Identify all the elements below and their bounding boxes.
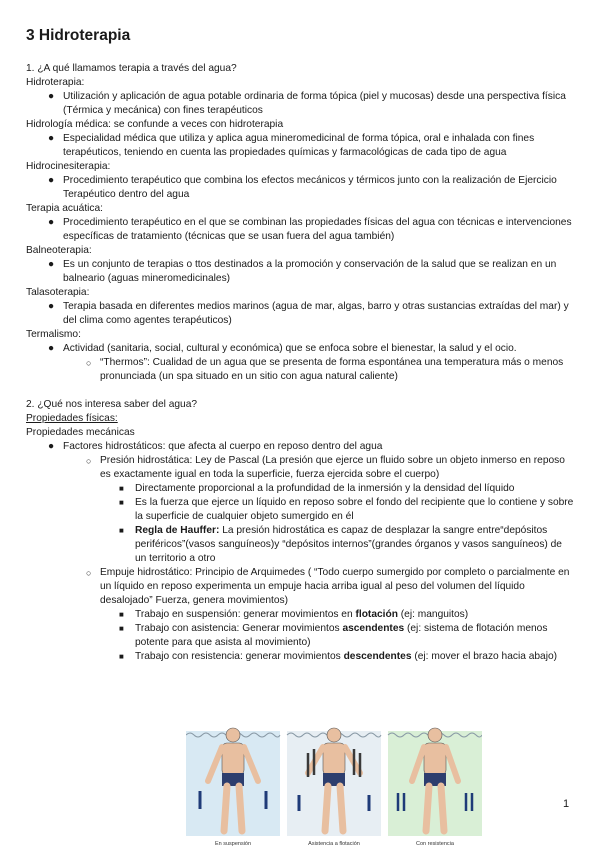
list-item: ● Procedimiento terapéutico que combina los efectos mecánicos y térmicos junto con la realización de Ejercicio Terapéutico dentro del agua	[48, 175, 557, 200]
list-item: ● Terapia basada en diferentes medios marinos (agua de mar, algas, barro y otras sustancias extraídas del mar) y del clima como agentes terapéuticos)	[48, 301, 569, 326]
question-1: 1. ¿A qué llamamos terapia a través del agua?	[26, 63, 237, 74]
term-termalismo: Termalismo:	[26, 329, 81, 340]
panel-resistance	[388, 728, 482, 836]
document-body	[26, 62, 574, 664]
term-hidrocinesiterapia: Hidrocinesiterapia:	[26, 161, 111, 172]
term-terapia-acuatica: Terapia acuática:	[26, 203, 104, 214]
list-item: ■ Trabajo con asistencia: Generar movimientos ascendentes (ej: sistema de flotación menos potente para que asista al movimiento)	[119, 623, 548, 648]
list-item: ● Utilización y aplicación de agua potable ordinaria de forma tópica (piel y mucosas) desde una perspectiva física (Térmica y mecánica) con fines terapéuticos	[48, 91, 566, 116]
panel-assistance	[287, 728, 381, 836]
list-item: ● Especialidad médica que utiliza y aplica agua mineromedicinal de forma tópica, oral e inhalada con fines terapéuticos, teniendo en cuenta las propiedades químicas y farmacológicas de cada tipo de agua	[48, 133, 535, 158]
subheading-propiedades-mecanicas: Propiedades mecánicas	[26, 427, 135, 438]
panel-suspension	[186, 728, 280, 836]
list-item: ■ Regla de Hauffer: La presión hidrostática es capaz de desplazar la sangre entre“depósitos periféricos”(vasos sanguíneos)y “depósitos internos”(grandes órganos y vasos sanguíneos) de un territorio a otro	[119, 525, 562, 564]
subheading-propiedades-fisicas: Propiedades físicas:	[26, 413, 118, 424]
list-item: ■ Es la fuerza que ejerce un líquido en reposo sobre el fondo del recipiente que lo contiene y sobre la superficie de cualquier objeto sumergido en él	[119, 497, 574, 522]
caption-suspension: En suspensión	[214, 841, 252, 847]
buoyancy-figure	[186, 719, 482, 848]
list-item: ■ Directamente proporcional a la profundidad de la inmersión y la densidad del líquido	[119, 483, 515, 494]
list-item: ○ Presión hidrostática: Ley de Pascal (La presión que ejerce un fluido sobre un objeto inmerso en reposo es exactamente igual en toda la superficie, fuerza ejercida sobre el cuerpo)	[86, 455, 565, 480]
list-item: ● Procedimiento terapéutico en el que se combinan las propiedades físicas del agua con técnicas e intervenciones específicas de tratamiento (técnicas que se usan fuera del agua también)	[48, 217, 572, 242]
list-item: ○ Empuje hidrostático: Principio de Arquimedes ( “Todo cuerpo sumergido por completo o parcialmente en un líquido en reposo experimenta un empuje hacia arriba igual al peso del volumen del líquido desalojado” Fuerza, genera movimientos)	[86, 567, 570, 606]
term-hidroterapia: Hidroterapia:	[26, 77, 85, 88]
caption-resistance: Con resistencia	[416, 841, 454, 847]
list-item: ● Actividad (sanitaria, social, cultural y económica) que se enfoca sobre el bienestar, la salud y el ocio.	[48, 343, 517, 354]
list-item: ● Factores hidrostáticos: que afecta al cuerpo en reposo dentro del agua	[48, 441, 383, 452]
page-number: 1	[563, 798, 570, 810]
list-item: ● Es un conjunto de terapias o ttos destinados a la promoción y conservación de la salud que se realizan en un balneario (aguas mineromedicinales)	[48, 259, 557, 284]
list-item: ■ Trabajo con resistencia: generar movimientos descendentes (ej: mover el brazo hacia abajo)	[119, 651, 558, 662]
page-title: 3 Hidroterapia	[26, 27, 131, 44]
term-balneoterapia: Balneoterapia:	[26, 245, 92, 256]
list-item: ■ Trabajo en suspensión: generar movimientos en flotación (ej: manguitos)	[119, 609, 469, 620]
list-item: ○ “Thermos”: Cualidad de un agua que se presenta de forma espontánea una temperatura más o menos pronunciada (un spa situado en un sitio con agua natural caliente)	[86, 357, 564, 382]
question-2: 2. ¿Qué nos interesa saber del agua?	[26, 399, 198, 410]
term-talasoterapia: Talasoterapia:	[26, 287, 90, 298]
caption-assistance: Asistencia a flotación	[308, 841, 360, 847]
term-hidrologia: Hidrología médica: se confunde a veces con hidroterapia	[26, 119, 284, 130]
